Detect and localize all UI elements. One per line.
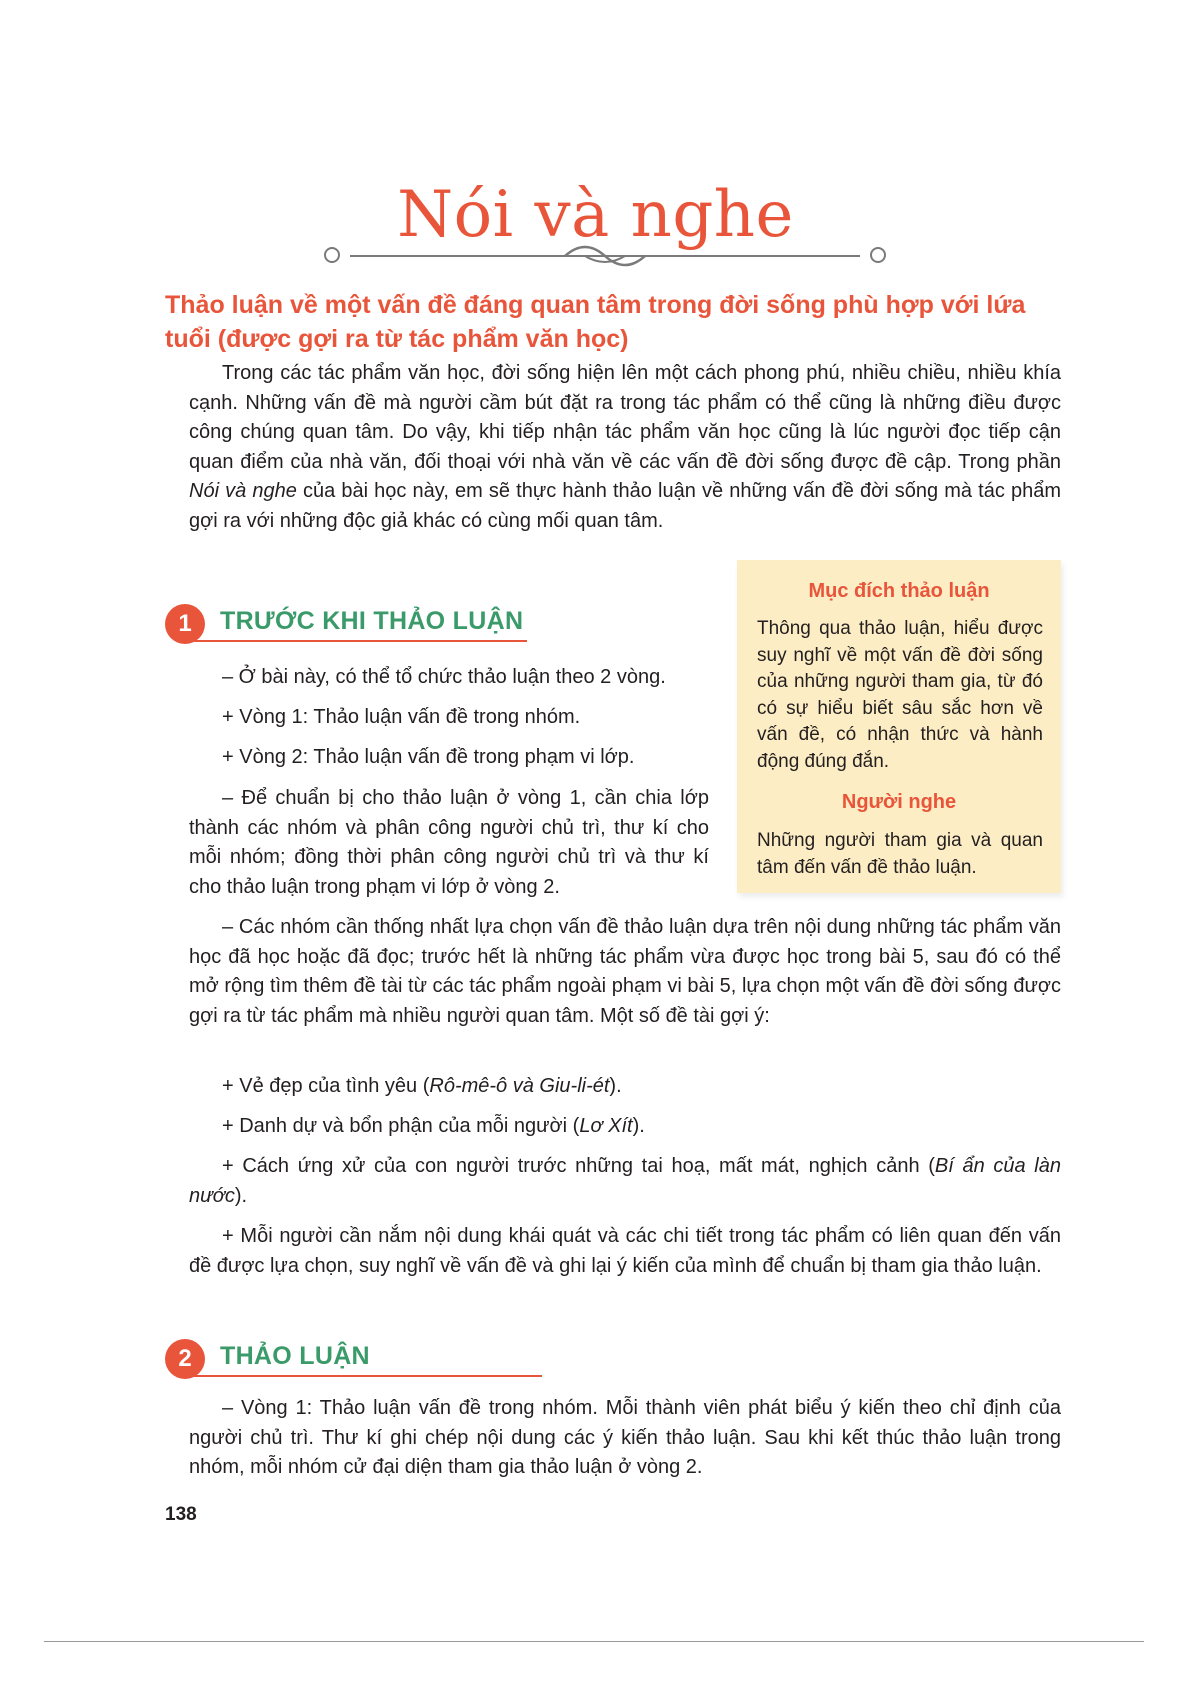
sidebar-heading-listener: Người nghe xyxy=(841,791,957,813)
info-sidebar xyxy=(737,560,1061,893)
page-title: Nói và nghe xyxy=(397,178,794,252)
section-1-underline xyxy=(187,640,527,642)
section-1-number: 1 xyxy=(165,604,205,644)
s1-paragraph-4: – Để chuẩn bị cho thảo luận ở vòng 1, cần chia lớp thành các nhóm và phân công người chủ trì, thư kí cho mỗi nhóm; đồng thời phân công người chủ trì và thư kí cho thảo luận trong phạm vi lớp ở vòng 2. xyxy=(189,787,709,898)
s1-paragraph-6: + Mỗi người cần nắm nội dung khái quát và các chi tiết trong tác phẩm có liên quan đến vấn đề được lựa chọn, suy nghĩ về vấn đề và ghi lại ý kiến của mình để chuẩn bị tham gia thảo luận. xyxy=(189,1225,1061,1277)
s1-topic-2: + Danh dự và bổn phận của mỗi người (Lơ Xít). xyxy=(222,1115,645,1137)
s1-paragraph-2: + Vòng 1: Thảo luận vấn đề trong nhóm. xyxy=(222,706,581,728)
section-2-underline xyxy=(187,1375,542,1377)
s1-paragraph-3: + Vòng 2: Thảo luận vấn đề trong phạm vi lớp. xyxy=(222,746,635,768)
section-1-label: TRƯỚC KHI THẢO LUẬN xyxy=(220,607,524,635)
s2-paragraph-1: – Vòng 1: Thảo luận vấn đề trong nhóm. Mỗi thành viên phát biểu ý kiến theo chỉ định của người chủ trì. Thư kí ghi chép nội dung các ý kiến thảo luận. Sau khi kết thúc thảo luận trong nhóm, mỗi nhóm cử đại diện tham gia thảo luận ở vòng 2. xyxy=(189,1397,1061,1478)
title-ornament-icon xyxy=(310,240,900,270)
section-2-heading xyxy=(165,1339,545,1379)
footer-divider xyxy=(44,1641,1144,1642)
sidebar-heading-purpose: Mục đích thảo luận xyxy=(808,580,990,602)
intro-paragraph: Trong các tác phẩm văn học, đời sống hiện lên một cách phong phú, nhiều chiều, nhiều khía cạnh. Những vấn đề mà người cầm bút đặt ra trong tác phẩm có thể cũng là những điều được công chúng quan tâm. Do vậy, khi tiếp nhận tác phẩm văn học cũng là lúc người đọc tiếp cận quan điểm của nhà văn, đối thoại với nhà văn về các vấn đề đời sống được đề cập. Trong phần Nói và nghe của bài học này, em sẽ thực hành thảo luận về những vấn đề đời sống mà tác phẩm gợi ra với những độc giả khác có cùng mối quan tâm. xyxy=(189,362,1061,532)
s1-paragraph-1: – Ở bài này, có thể tổ chức thảo luận theo 2 vòng. xyxy=(222,666,666,688)
s1-topic-1: + Vẻ đẹp của tình yêu (Rô-mê-ô và Giu-li-ét). xyxy=(222,1075,622,1097)
section-1-heading xyxy=(165,604,545,644)
lesson-subtitle: Thảo luận về một vấn đề đáng quan tâm trong đời sống phù hợp với lứa tuổi (được gợi ra từ tác phẩm văn học) xyxy=(165,291,1026,353)
page-number: 138 xyxy=(165,1504,197,1525)
s1-paragraph-5: – Các nhóm cần thống nhất lựa chọn vấn đề thảo luận dựa trên nội dung những tác phẩm văn học đã học hoặc đã đọc; trước hết là những tác phẩm vừa được học trong bài 5, sau đó có thể mở rộng tìm thêm đề tài từ các tác phẩm ngoài phạm vi bài 5, lựa chọn một vấn đề đời sống được gợi ra từ tác phẩm mà nhiều người quan tâm. Một số đề tài gợi ý: xyxy=(189,916,1061,1027)
section-2-label: THẢO LUẬN xyxy=(220,1342,370,1370)
sidebar-text-listener: Những người tham gia và quan tâm đến vấn đề thảo luận. xyxy=(757,830,1043,878)
s1-topic-3: + Cách ứng xử của con người trước những tai hoạ, mất mát, nghịch cảnh (Bí ẩn của làn nước). xyxy=(189,1155,1061,1207)
section-2-number: 2 xyxy=(165,1339,205,1379)
sidebar-text-purpose: Thông qua thảo luận, hiểu được suy nghĩ về một vấn đề đời sống của những người tham gia, từ đó có sự hiểu biết sâu sắc hơn về vấn đề, có nhận thức và hành động đúng đắn. xyxy=(757,618,1043,772)
